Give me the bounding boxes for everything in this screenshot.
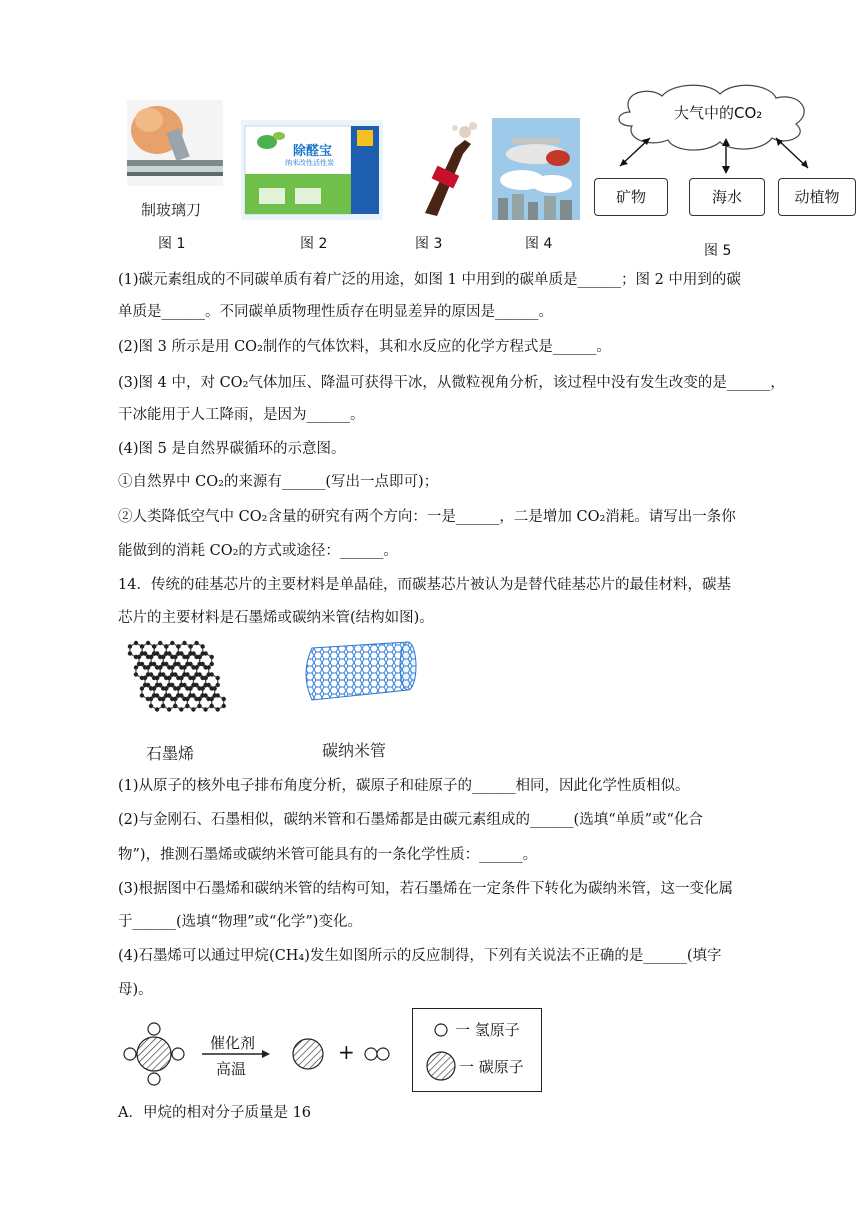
q13-part1-line1: (1)碳元素组成的不同碳单质有着广泛的用途，如图 1 中用到的碳单质是______；图 2 中用到的碳 [118,272,741,288]
box-minerals: 矿物 [594,178,668,216]
box-seawater: 海水 [689,178,765,216]
graphene-structure-image [122,640,234,730]
reaction-plus-sign: + [338,1040,355,1064]
q14-part1: (1)从原子的核外电子排布角度分析，碳原子和硅原子的______相同，因此化学性质相似。 [118,778,690,794]
q13-part3-line1: (3)图 4 中，对 CO₂气体加压、降温可获得干冰，从微粒视角分析，该过程中没有发生改变的是______， [118,375,785,391]
figure-1-glass-cutter [127,100,223,186]
q13-part4-sub1: ①自然界中 CO₂的来源有______(写出一点即可)； [118,474,439,490]
q14-part4-line2: 母)。 [118,982,153,998]
figure-1-label: 图 1 [158,236,186,252]
cloud-co2-label: 大气中的CO₂ [674,104,763,122]
q14-part4-line1: (4)石墨烯可以通过甲烷(CH₄)发生如图所示的反应制得，下列有关说法不正确的是______(填字 [118,948,722,964]
figure-3-label: 图 3 [415,236,443,252]
figure-2-purifier-box [241,120,383,220]
figure-4-cloud-seeding [492,118,580,220]
figure-5-label: 图 5 [704,243,732,259]
q14-stem-line2: 芯片的主要材料是石墨烯或碳纳米管(结构如图)。 [118,610,434,626]
figure-1-caption: 制玻璃刀 [141,201,202,219]
q13-part4-sub2-line2: 能做到的消耗 CO₂的方式或途径：______。 [118,543,398,559]
nanotube-label: 碳纳米管 [322,741,387,760]
q13-part2: (2)图 3 所示是用 CO₂制作的气体饮料，其和水反应的化学方程式是______。 [118,339,611,355]
nanotube-structure-image [298,638,420,708]
methane-reaction-diagram [118,1012,418,1090]
q14-stem-line1: 14．传统的硅基芯片的主要材料是单晶硅，而碳基芯片被认为是替代硅基芯片的最佳材料，碳基 [118,577,731,593]
figure-2-brand-text: 除醛宝 [293,144,333,159]
q13-part4: (4)图 5 是自然界碳循环的示意图。 [118,441,346,457]
q14-part3-line2: 于______(选填“物理”或“化学”)变化。 [118,914,362,930]
legend-hydrogen-label: 一 氢原子 [455,1021,520,1039]
legend-carbon-label: 一 碳原子 [459,1058,524,1076]
figure-4-label: 图 4 [525,236,553,252]
q14-part3-line1: (3)根据图中石墨烯和碳纳米管的结构可知，若石墨烯在一定条件下转化为碳纳米管，这一变化属 [118,881,734,897]
box-plants-animals: 动植物 [778,178,856,216]
q13-part3-line2: 干冰能用于人工降雨，是因为______。 [118,407,365,423]
atom-legend-box [412,1008,542,1092]
q13-part4-sub2-line1: ②人类降低空气中 CO₂含量的研究有两个方向：一是______，二是增加 CO₂消耗。请写出一条你 [118,509,736,525]
figure-3-soda-bottle [405,118,485,218]
q14-part2-line1: (2)与金刚石、石墨相似，碳纳米管和石墨烯都是由碳元素组成的______(选填“单质”或“化合 [118,812,703,828]
figure-2-label: 图 2 [300,236,328,252]
q14-part2-line2: 物”)，推测石墨烯或碳纳米管可能具有的一条化学性质：______。 [118,847,538,863]
figure-2-sub-text: 纳米改性活性炭 [285,159,334,167]
q14-option-a: A．甲烷的相对分子质量是 16 [118,1105,312,1121]
q13-part1-line2: 单质是______。不同碳单质物理性质存在明显差异的原因是______。 [118,304,553,320]
figure-5-carbon-cycle [590,82,860,242]
graphene-label: 石墨烯 [146,744,195,763]
reaction-catalyst-label: 催化剂 [210,1034,256,1052]
reaction-temperature-label: 高温 [216,1060,247,1078]
